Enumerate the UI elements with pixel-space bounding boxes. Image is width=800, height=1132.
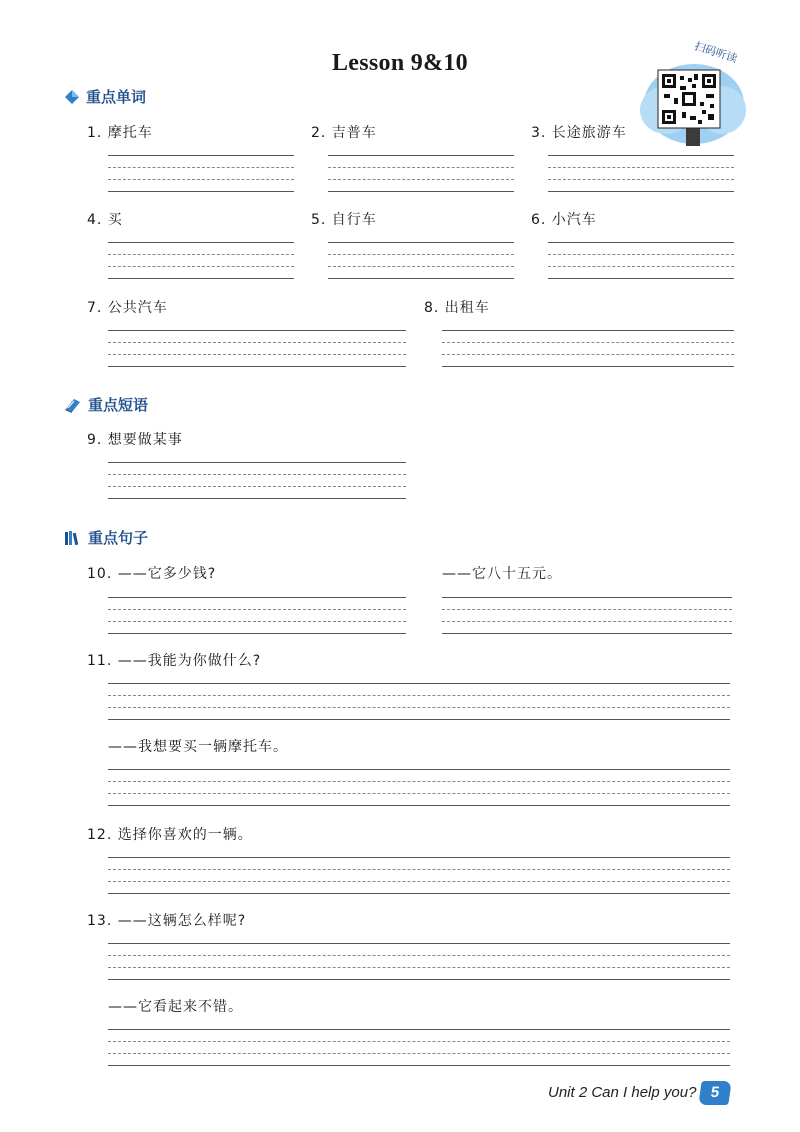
answer-lines-10a[interactable] (108, 597, 406, 633)
page-title: Lesson 9&10 (332, 50, 468, 76)
book-icon (64, 397, 82, 413)
answer-lines-1[interactable] (108, 155, 294, 191)
item-11-question: 11. ——我能为你做什么? (87, 653, 262, 669)
item-7-label: 7. 公共汽车 (87, 300, 168, 316)
answer-lines-10b[interactable] (442, 597, 732, 633)
item-13-question: 13. ——这辆怎么样呢? (87, 913, 247, 929)
item-1-label: 1. 摩托车 (87, 125, 153, 141)
answer-lines-11a[interactable] (108, 683, 730, 719)
section-sentences (64, 527, 148, 548)
item-6-label: 6. 小汽车 (531, 212, 597, 228)
answer-lines-3[interactable] (548, 155, 734, 191)
item-4-label: 4. 买 (87, 212, 123, 228)
item-9-label: 9. 想要做某事 (87, 432, 183, 448)
item-11-answer: ——我想要买一辆摩托车。 (108, 739, 288, 755)
answer-lines-9[interactable] (108, 462, 406, 498)
answer-lines-13b[interactable] (108, 1029, 730, 1065)
item-10-answer: ——它八十五元。 (442, 566, 562, 582)
answer-lines-2[interactable] (328, 155, 514, 191)
answer-lines-13a[interactable] (108, 943, 730, 979)
item-5-label: 5. 自行车 (311, 212, 377, 228)
item-3-label: 3. 长途旅游车 (531, 125, 627, 141)
section-sentences-label: 重点句子 (88, 529, 149, 547)
item-2-label: 2. 吉普车 (311, 125, 377, 141)
answer-lines-7[interactable] (108, 330, 406, 366)
diamond-icon (64, 89, 80, 105)
footer-unit-title: Unit 2 Can I help you? (548, 1084, 697, 1101)
item-10-question: 10. ——它多少钱? (87, 566, 217, 582)
item-12-label: 12. 选择你喜欢的一辆。 (87, 827, 253, 843)
books-icon (64, 530, 82, 546)
qr-caption: 扫码听读 (692, 39, 739, 66)
section-words (64, 86, 146, 107)
qr-code-block[interactable] (636, 40, 748, 152)
page-number: 5 (698, 1081, 731, 1105)
answer-lines-12[interactable] (108, 857, 730, 893)
item-13-answer: ——它看起来不错。 (108, 999, 243, 1015)
item-8-label: 8. 出租车 (424, 300, 490, 316)
section-phrases-label: 重点短语 (88, 396, 149, 414)
answer-lines-8[interactable] (442, 330, 734, 366)
section-words-label: 重点单词 (86, 88, 147, 106)
section-phrases (64, 394, 148, 415)
answer-lines-6[interactable] (548, 242, 734, 278)
answer-lines-4[interactable] (108, 242, 294, 278)
answer-lines-11b[interactable] (108, 769, 730, 805)
answer-lines-5[interactable] (328, 242, 514, 278)
